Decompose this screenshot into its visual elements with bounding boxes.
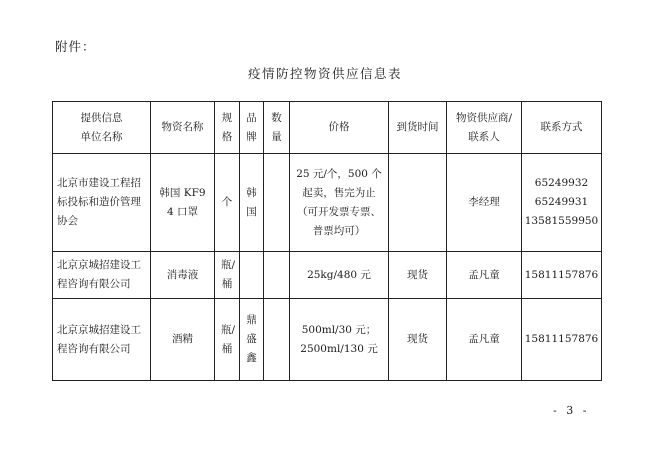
cell-spec: 瓶/桶	[215, 299, 240, 381]
cell-price: 500ml/30 元； 2500ml/130 元	[290, 299, 389, 381]
cell-price: 25kg/480 元	[290, 252, 389, 299]
header-arrival: 到货时间	[389, 102, 447, 154]
page-number: - 3 -	[553, 404, 590, 417]
cell-provider: 北京京城招建设工程咨询有限公司	[53, 252, 151, 299]
cell-supplier: 孟凡童	[447, 299, 522, 381]
cell-quantity	[264, 252, 290, 299]
cell-brand: 鼎盛鑫	[240, 299, 264, 381]
supply-info-table	[52, 101, 602, 381]
document-title: 疫情防控物资供应信息表	[247, 66, 402, 81]
cell-spec: 个	[215, 154, 240, 252]
cell-provider: 北京京城招建设工程咨询有限公司	[53, 299, 151, 381]
cell-item: 消毒液	[151, 252, 215, 299]
cell-contact: 15811157876	[522, 252, 602, 299]
table-header-row	[53, 102, 602, 154]
header-brand: 品牌	[240, 102, 264, 154]
cell-contact: 15811157876	[522, 299, 602, 381]
header-item: 物资名称	[151, 102, 215, 154]
cell-provider: 北京市建设工程招标投标和造价管理协会	[53, 154, 151, 252]
attachment-label: 附件：	[55, 39, 96, 54]
cell-arrival: 现货	[389, 299, 447, 381]
header-quantity: 数量	[264, 102, 290, 154]
header-supplier: 物资供应商/ 联系人	[447, 102, 522, 154]
cell-contact: 65249932 65249931 13581559950	[522, 154, 602, 252]
header-spec: 规格	[215, 102, 240, 154]
cell-brand: 韩国	[240, 154, 264, 252]
cell-arrival	[389, 154, 447, 252]
cell-price: 25 元/个，500 个起卖，售完为止（可开发票专票、普票均可）	[290, 154, 389, 252]
cell-supplier: 孟凡童	[447, 252, 522, 299]
cell-quantity	[264, 299, 290, 381]
header-price: 价格	[290, 102, 389, 154]
cell-spec: 瓶/桶	[215, 252, 240, 299]
cell-brand	[240, 252, 264, 299]
cell-item: 韩国 KF94 口罩	[151, 154, 215, 252]
cell-quantity	[264, 154, 290, 252]
table-row	[53, 252, 602, 299]
header-contact: 联系方式	[522, 102, 602, 154]
cell-supplier: 李经理	[447, 154, 522, 252]
table-row	[53, 299, 602, 381]
cell-arrival: 现货	[389, 252, 447, 299]
table-row	[53, 154, 602, 252]
cell-item: 酒精	[151, 299, 215, 381]
header-provider: 提供信息 单位名称	[53, 102, 151, 154]
